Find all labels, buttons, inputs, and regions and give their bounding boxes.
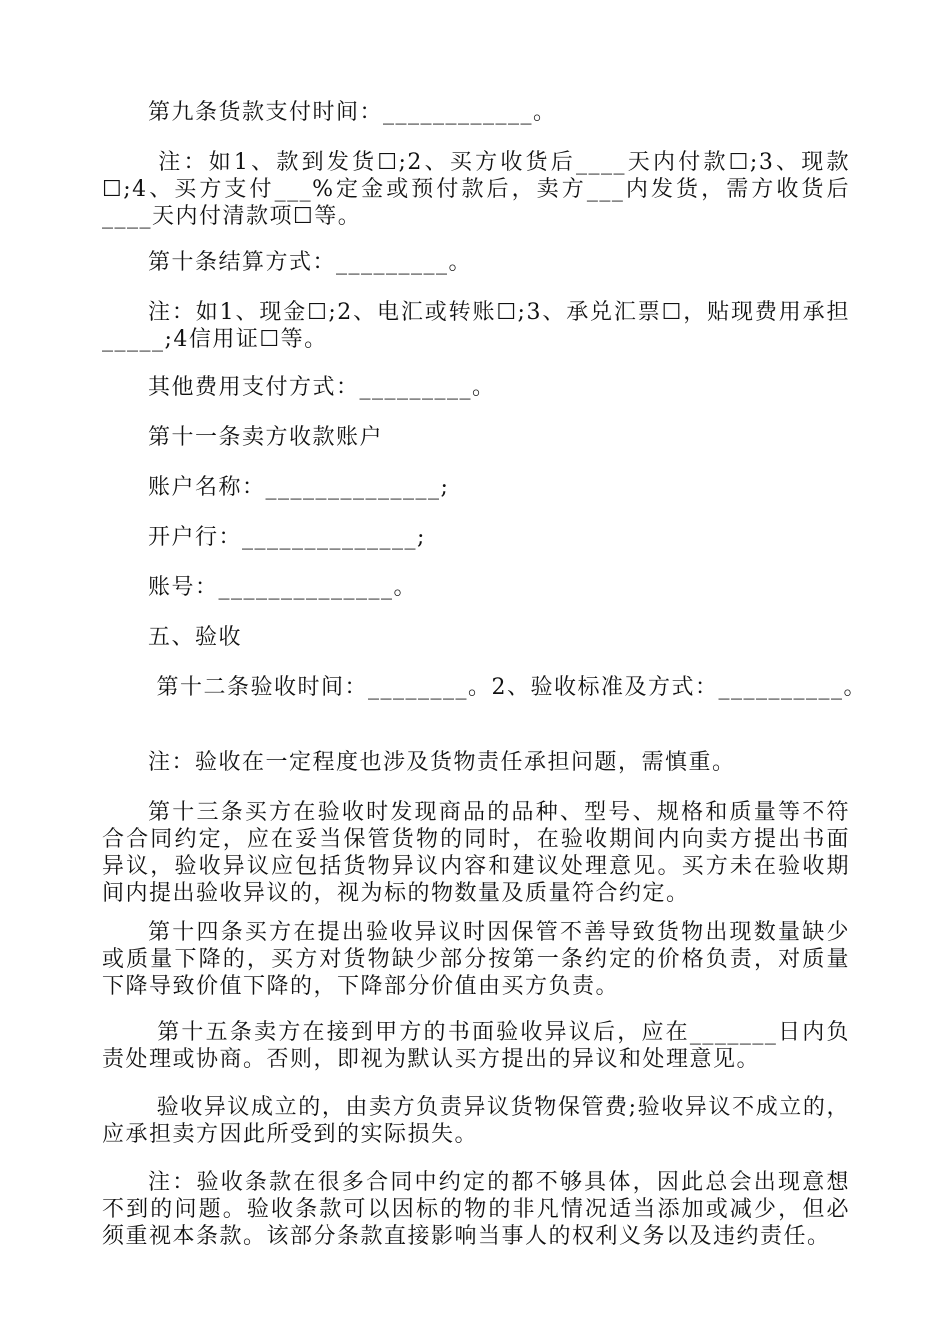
note-inspection-clauses: 注：验收条款在很多合同中约定的都不够具体，因此总会出现意想不到的问题。验收条款可以因标的物的非凡情况适当添加或减少，但必须重视本条款。该部分条款直接影响当事人的权利义务以及违约责任。: [102, 1170, 850, 1249]
article-11-seller-account: 第十一条卖方收款账户: [148, 425, 384, 450]
article-14: 第十四条买方在提出验收异议时因保管不善导致货物出现数量缺少或质量下降的，买方对货物缺少部分按第一条约定的价格负责，对质量下降导致价值下降的，下降部分价值由买方负责。: [102, 920, 850, 999]
section-5-heading: 五、验收: [148, 625, 243, 650]
article-10-settlement-method: 第十条结算方式：_________。: [148, 250, 473, 275]
other-fees-payment: 其他费用支付方式：_________。: [148, 375, 496, 400]
article-13: 第十三条买方在验收时发现商品的品种、型号、规格和质量等不符合合同约定，应在妥当保管货物的同时，在验收期间内向卖方提出书面异议，验收异议应包括货物异议内容和建议处理意见。买方未在验收期间内提出验收异议的，视为标的物数量及质量符合约定。: [102, 800, 850, 906]
article-9-payment-time: 第九条货款支付时间：____________。: [148, 100, 557, 125]
inspection-objection-costs: 验收异议成立的，由卖方负责异议货物保管费;验收异议不成立的，应承担卖方因此所受到的实际损失。: [102, 1095, 850, 1147]
account-number-field: 账号：______________。: [148, 575, 418, 600]
note-payment-options: 注：如1、款到发货☐;2、买方收货后____天内付款☐;3、现款☐;4、买方支付___%定金或预付款后，卖方___内发货，需方收货后____天内付清款项☐等。: [102, 150, 851, 229]
note-settlement-options: 注：如1、现金☐;2、电汇或转账☐;3、承兑汇票☐，贴现费用承担_____;4信用证☐等。: [102, 300, 850, 352]
article-15: 第十五条卖方在接到甲方的书面验收异议后，应在_______日内负责处理或协商。否则，即视为默认买方提出的异议和处理意见。: [102, 1020, 850, 1072]
article-12-inspection-time: 第十二条验收时间：________。2、验收标准及方式：__________。: [148, 675, 867, 700]
note-inspection-caution: 注：验收在一定程度也涉及货物责任承担问题，需慎重。: [148, 750, 736, 775]
account-name-field: 账户名称：______________;: [148, 475, 450, 500]
bank-name-field: 开户行：______________;: [148, 525, 426, 550]
